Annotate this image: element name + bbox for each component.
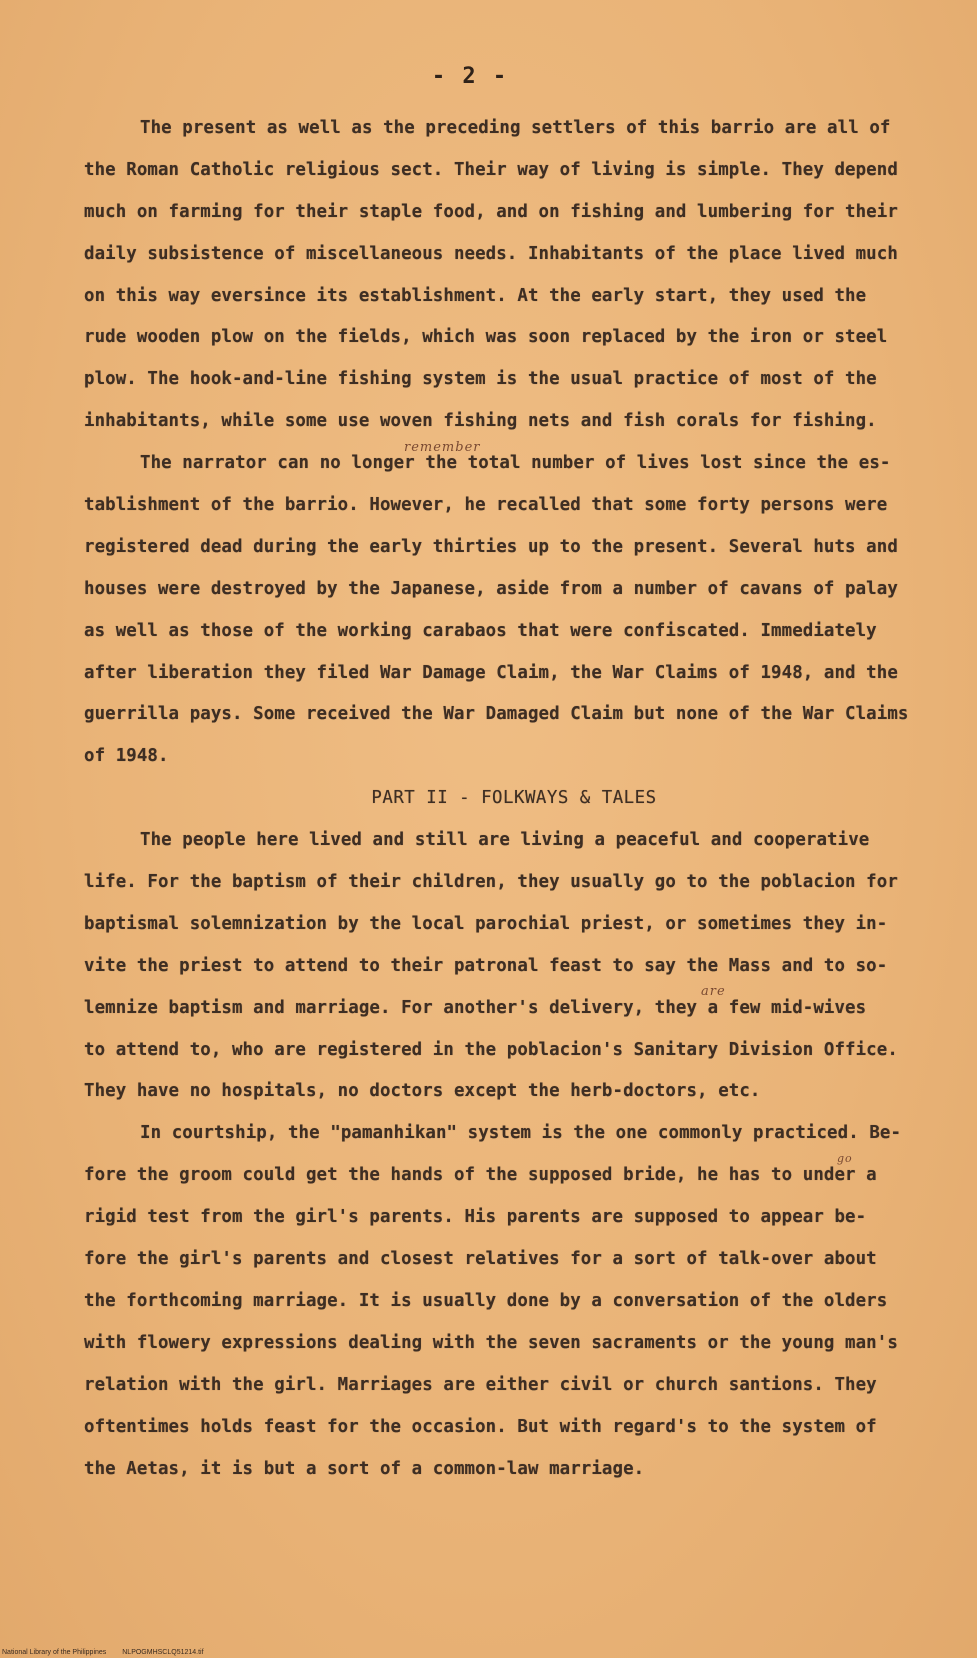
text-line-with-insert [84, 983, 944, 1030]
text-line: tablishment of the barrio. However, he recalled that some forty persons were [84, 495, 888, 516]
section-heading: PART II - FOLKWAYS & TALES [371, 788, 657, 809]
footer-file: NLPOGMHSCLQ51214.tif [122, 1649, 204, 1656]
text-line: on this way eversince its establishment. At the early start, they used the [84, 285, 867, 306]
text-line: the Roman Catholic religious sect. Their way of living is simple. They depend [84, 159, 898, 180]
text-line: fore the groom could get the hands of the supposed bride, he has to under a [84, 1165, 877, 1186]
text-line-with-insert [84, 1152, 944, 1197]
text-line: oftentimes holds feast for the occasion. But with regard's to the system of [84, 1416, 877, 1437]
text-line: of 1948. [84, 746, 169, 767]
text-line: The present as well as the preceding settlers of this barrio are all of [140, 118, 891, 138]
text-line: baptismal solemnization by the local parochial priest, or sometimes they in- [84, 913, 888, 934]
text-line: much on farming for their staple food, and on fishing and lumbering for their [84, 201, 898, 222]
scan-footer [2, 1649, 218, 1656]
text-line: plow. The hook-and-line fishing system is the usual practice of most of the [84, 369, 877, 390]
page-number: - 2 - [431, 64, 509, 89]
text-line: relation with the girl. Marriages are either civil or church santions. They [84, 1374, 877, 1395]
text-line: the Aetas, it is but a sort of a common-law marriage. [84, 1458, 645, 1479]
text-line: vite the priest to attend to their patronal feast to say the Mass and to so- [84, 955, 888, 976]
text-line: with flowery expressions dealing with the seven sacraments or the young man's [84, 1332, 898, 1353]
handwritten-insert-remember: remember [404, 440, 481, 456]
text-line: guerrilla pays. Some received the War Damaged Claim but none of the War Claims [84, 704, 909, 725]
text-line: In courtship, the "pamanhikan" system is the one commonly practiced. Be- [140, 1123, 902, 1144]
text-line: The people here lived and still are living a peaceful and cooperative [140, 830, 870, 851]
text-line: after liberation they filed War Damage Claim, the War Claims of 1948, and the [84, 662, 898, 683]
text-line: daily subsistence of miscellaneous needs. Inhabitants of the place lived much [84, 243, 898, 264]
text-line: registered dead during the early thirties up to the present. Several huts and [84, 536, 898, 557]
text-line: rigid test from the girl's parents. His parents are supposed to appear be- [84, 1207, 867, 1228]
text-line-with-insert [84, 440, 944, 485]
handwritten-insert-go: go [837, 1152, 853, 1166]
text-line: inhabitants, while some use woven fishing nets and fish corals for fishing. [84, 411, 877, 432]
text-line: to attend to, who are registered in the poblacion's Sanitary Division Office. [84, 1039, 898, 1060]
handwritten-insert-are: are [701, 983, 726, 999]
text-line: The narrator can no longer the total number of lives lost since the es- [140, 453, 891, 474]
text-line: rude wooden plow on the fields, which was soon replaced by the iron or steel [84, 327, 888, 348]
text-line: fore the girl's parents and closest relatives for a sort of talk-over about [84, 1249, 877, 1270]
text-line: the forthcoming marriage. It is usually done by a conversation of the olders [84, 1290, 888, 1311]
footer-library: National Library of the Philippines [2, 1649, 107, 1656]
document-body [84, 108, 944, 1490]
text-line: lemnize baptism and marriage. For another's delivery, they a few mid-wives [84, 997, 867, 1018]
text-line: life. For the baptism of their children, they usually go to the poblacion for [84, 872, 898, 893]
text-line: houses were destroyed by the Japanese, aside from a number of cavans of palay [84, 578, 898, 599]
text-line: as well as those of the working carabaos that were confiscated. Immediately [84, 620, 877, 641]
text-line: They have no hospitals, no doctors except the herb-doctors, etc. [84, 1081, 761, 1102]
